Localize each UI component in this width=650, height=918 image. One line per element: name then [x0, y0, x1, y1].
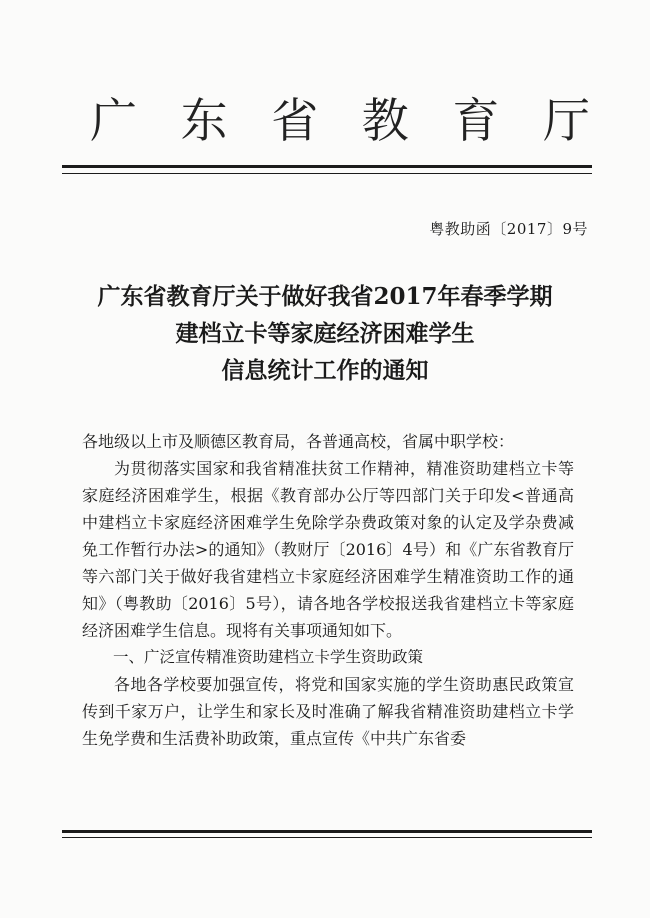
document-title [60, 278, 590, 389]
document-body [82, 428, 574, 752]
body-paragraph: 各地各学校要加强宣传，将党和国家实施的学生资助惠民政策宣传到千家万户，让学生和家长及时准确了解我省精准资助建档立卡学生免学费和生活费补助政策，重点宣传《中共广东省委 [82, 675, 574, 748]
salutation: 各地级以上市及顺德区教育局，各普通高校，省属中职学校： [82, 432, 515, 451]
title-line: 信息统计工作的通知 [221, 357, 429, 384]
letterhead-char: 教 [361, 94, 409, 149]
letterhead-char: 东 [180, 94, 228, 149]
letterhead-char: 省 [271, 94, 319, 149]
section-heading: 一、广泛宣传精准资助建档立卡学生资助政策 [113, 648, 424, 666]
letterhead-rule-thick [62, 165, 592, 168]
body-paragraph: 为贯彻落实国家和我省精准扶贫工作精神，精准资助建档立卡等家庭经济困难学生，根据《教育部办公厅等四部门关于印发<普通高中建档立卡家庭经济困难学生免除学杂费政策对象的认定及学杂费减免工作暂行办法>的通知》（教财厅〔2016〕4号）和《广东省教育厅等六部门关于做好我省建档立卡家庭经济困难学生精准资助工作的通知》（粤教助〔2016〕5号），请各地各学校报送我省建档立卡等家庭经济困难学生信息。现将有关事项通知如下。 [82, 459, 574, 640]
title-line: 广东省教育厅关于做好我省2017年春季学期 [97, 283, 553, 310]
document-number: 粤教助函〔2017〕9号 [429, 220, 588, 238]
letterhead-char: 厅 [542, 94, 590, 149]
footer-rule-thick [62, 830, 592, 833]
letterhead-title [90, 92, 590, 152]
letterhead-rule-thin [62, 173, 592, 174]
letterhead-char: 育 [452, 94, 500, 149]
footer-rule-thin [62, 837, 592, 838]
title-line: 建档立卡等家庭经济困难学生 [175, 320, 475, 347]
letterhead-char: 广 [90, 94, 137, 149]
